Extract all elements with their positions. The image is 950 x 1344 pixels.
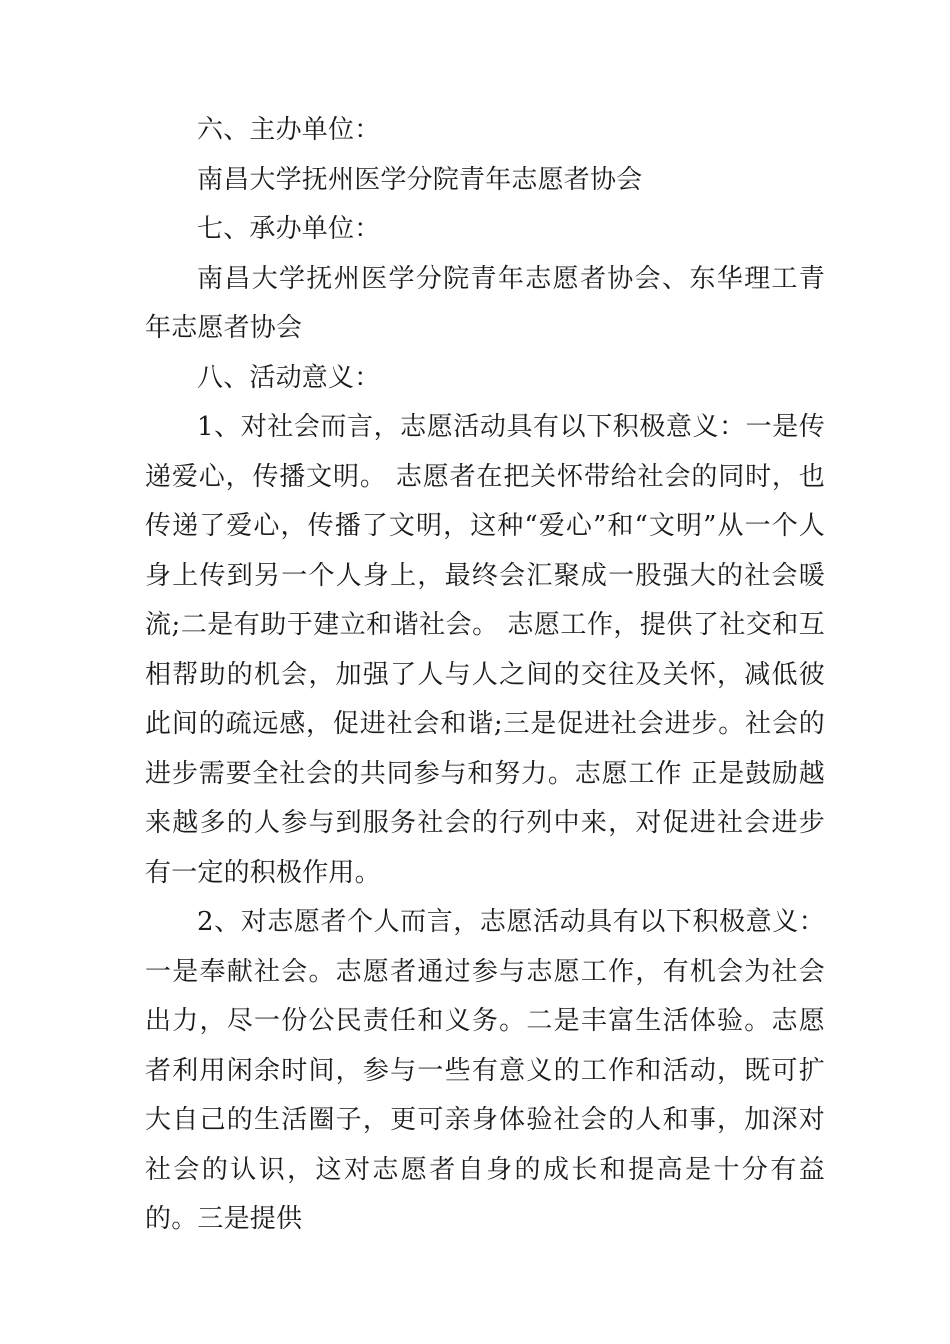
organizer-name: 南昌大学抚州医学分院青年志愿者协会 xyxy=(197,164,643,195)
section-heading-co-organizer: 七、承办单位： xyxy=(197,214,381,244)
significance-volunteer-paragraph: 2、对志愿者个人而言，志愿活动具有以下积极意义：一是奉献社会。志愿者通过参与志愿工作，有机会为社会出力，尽一份公民责任和义务。二是丰富生活体验。志愿者利用闲余时间，参与一些有意义的工作和活动，既可扩大自己的生活圈子，更可亲身体验社会的人和事，加深对社会的认识，这对志愿者自身的成长和提高是十分有益的。三是提供 xyxy=(145,907,825,1234)
section-heading-organizer: 六、主办单位： xyxy=(197,115,381,145)
co-organizer-names: 南昌大学抚州医学分院青年志愿者协会、东华理工青年志愿者协会 xyxy=(145,263,825,343)
document-body xyxy=(145,106,825,1245)
section-heading-significance: 八、活动意义： xyxy=(197,362,381,393)
significance-society-paragraph: 1、对社会而言，志愿活动具有以下积极意义：一是传递爱心，传播文明。 志愿者在把关怀带给社会的同时，也传递了爱心，传播了文明，这种“爱心”和“文明”从一个人身上传到另一个人身上，最终会汇聚成一股强大的社会暖流;二是有助于建立和谐社会。 志愿工作，提供了社交和互相帮助的机会，加强了人与人之间的交往及关怀，减低彼此间的疏远感，促进社会和谐;三是促进社会进步。社会的进步需要全社会的共同参与和努力。志愿工作 正是鼓励越来越多的人参与到服务社会的行列中来，对促进社会进步有一定的积极作用。 xyxy=(145,412,825,888)
